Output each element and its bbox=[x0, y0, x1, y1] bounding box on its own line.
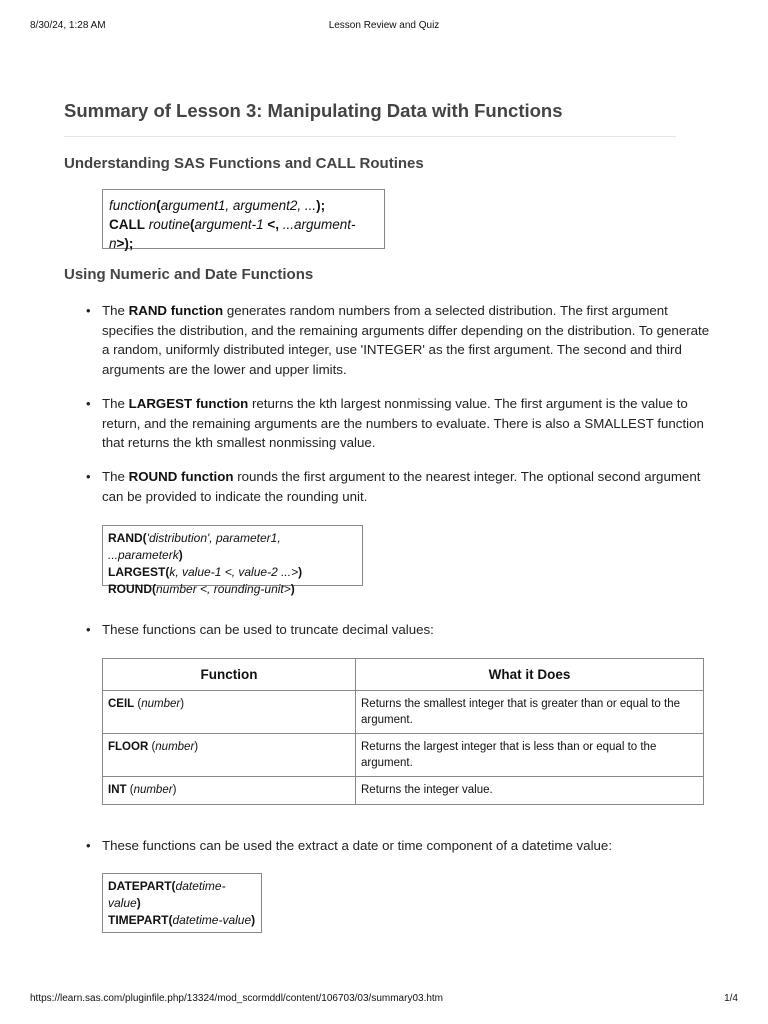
print-datetime: 8/30/24, 1:28 AM bbox=[30, 20, 106, 31]
table-cell-function: FLOOR (number) bbox=[103, 734, 356, 777]
print-footer bbox=[0, 993, 768, 1007]
table-cell-function: INT (number) bbox=[103, 777, 356, 805]
section-heading-numeric-date: Using Numeric and Date Functions bbox=[64, 266, 314, 283]
table-header-what: What it Does bbox=[356, 659, 704, 691]
table-cell-function: CEIL (number) bbox=[103, 691, 356, 734]
syntax-line-rand: RAND('distribution', parameter1, ...parameterk) bbox=[108, 531, 281, 562]
syntax-box-functions bbox=[102, 189, 385, 249]
table-cell-desc: Returns the largest integer that is less than or equal to the argument. bbox=[356, 734, 704, 777]
print-url: https://learn.sas.com/pluginfile.php/13324/mod_scormddl/content/106703/03/summary03.htm bbox=[30, 993, 444, 1004]
syntax-line-function: function(argument1, argument2, ...); bbox=[109, 198, 326, 213]
bullet-rand: • The RAND function generates random numbers from a selected distribution. The first argument specifies the distribution, and the remaining arguments differ depending on the distribution. To generate a random, uniformly distributed integer, use 'INTEGER' as the first argument. The second and third arguments are the lower and upper limits. bbox=[102, 301, 716, 379]
section-heading-functions: Understanding SAS Functions and CALL Routines bbox=[64, 155, 424, 172]
table-header-function: Function bbox=[103, 659, 356, 691]
title-divider bbox=[64, 136, 676, 137]
table-cell-desc: Returns the integer value. bbox=[356, 777, 704, 805]
table-cell-desc: Returns the smallest integer that is greater than or equal to the argument. bbox=[356, 691, 704, 734]
syntax-box-numeric bbox=[102, 525, 363, 596]
bullet-largest: • The LARGEST function returns the kth largest nonmissing value. The first argument is the value to return, and the remaining arguments are the numbers to evaluate. There is also a SMALLEST function that returns the kth smallest nonmissing value. bbox=[102, 394, 716, 453]
syntax-line-datepart: DATEPART(datetime-value) bbox=[108, 879, 226, 910]
truncate-functions-table bbox=[102, 658, 704, 805]
bullet-truncate: • These functions can be used to truncate decimal values: bbox=[102, 620, 716, 640]
bullet-extract: • These functions can be used the extract a date or time component of a datetime value: bbox=[102, 836, 716, 856]
table-header-row bbox=[103, 659, 704, 691]
bullet-round: • The ROUND function rounds the first argument to the nearest integer. The optional second argument can be provided to indicate the rounding unit. bbox=[102, 467, 716, 506]
syntax-line-largest: LARGEST(k, value-1 <, value-2 ...>) bbox=[108, 565, 303, 579]
print-title: Lesson Review and Quiz bbox=[328, 20, 440, 31]
print-header bbox=[0, 20, 768, 34]
syntax-box-datetime bbox=[102, 873, 262, 933]
table-row bbox=[103, 734, 704, 777]
print-page-number: 1/4 bbox=[724, 993, 738, 1004]
syntax-line-timepart: TIMEPART(datetime-value) bbox=[108, 913, 256, 927]
page-title: Summary of Lesson 3: Manipulating Data with Functions bbox=[64, 100, 563, 121]
syntax-line-call: CALL routine(argument-1 <, ...argument-n>); bbox=[109, 217, 356, 251]
table-row bbox=[103, 777, 704, 805]
table-row bbox=[103, 691, 704, 734]
syntax-line-round: ROUND(number <, rounding-unit>) bbox=[108, 582, 295, 596]
